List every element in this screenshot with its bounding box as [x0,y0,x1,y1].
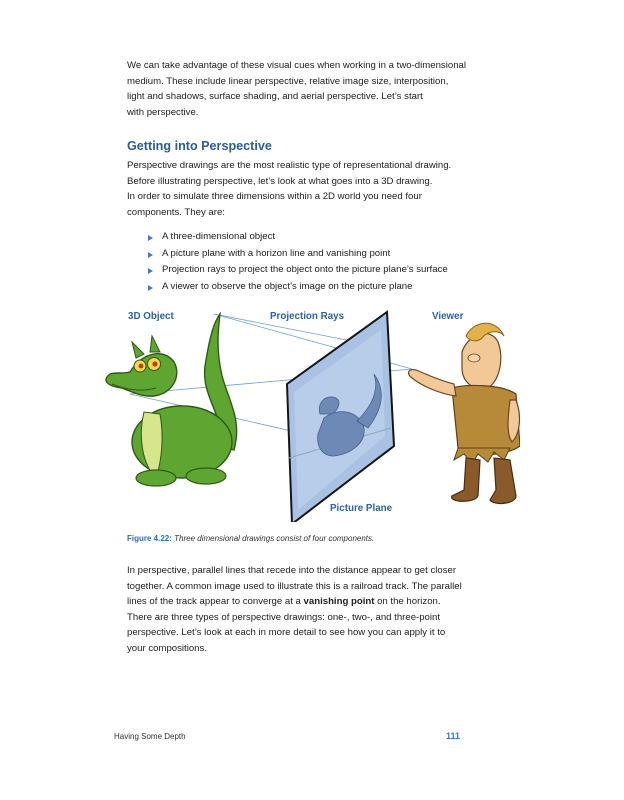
list-item-text: Projection rays to project the object onto the picture plane’s surface [162,264,448,275]
caption-text: Three dimensional drawings consist of four components. [174,534,375,543]
label-3d-object: 3D Object [128,311,174,322]
closing-paragraph [127,563,477,657]
closing-line: together. A common image used to illustrate this is a railroad track. The parallel [127,580,462,592]
picture-plane [287,312,394,522]
intro-line: light and shadows, surface shading, and aerial perspective. Let’s start [127,91,423,103]
dragon-illustration [106,314,237,486]
closing-line-part: on the horizon. [374,596,441,608]
list-item [148,279,448,296]
list-item-text: A three-dimensional object [162,231,276,242]
caption-label: Figure 4.22: [127,534,172,543]
perspective-figure [102,296,520,522]
viewer-illustration [409,323,520,503]
vanishing-point-term: vanishing point [303,596,375,608]
page-number: 111 [446,731,461,741]
bullet-triangle-icon [148,235,153,241]
section-line: Perspective drawings are the most realistic type of representational drawing. [127,160,452,171]
section-heading: Getting into Perspective [127,139,272,153]
section-line: In order to simulate three dimensions within a 2D world you need four [127,191,422,203]
intro-paragraph [127,58,477,120]
closing-line: your compositions. [127,642,207,654]
list-item [148,229,448,246]
closing-line: perspective. Let’s look at each in more detail to see how you can apply it to [127,627,446,639]
section-paragraph [127,158,477,220]
label-projection-rays: Projection Rays [270,311,345,322]
closing-line [127,594,477,610]
bullet-triangle-icon [148,285,153,291]
label-picture-plane: Picture Plane [330,503,393,514]
component-list [148,229,448,295]
list-item [148,262,448,279]
footer-chapter-title: Having Some Depth [114,732,186,741]
intro-line: with perspective. [127,106,199,118]
list-item-text: A picture plane with a horizon line and vanishing point [162,247,391,259]
closing-line: There are three types of perspective drawings: one-, two-, and three-point [127,611,441,623]
closing-line-part: lines of the track appear to converge at a [127,596,304,608]
list-item-text: A viewer to observe the object’s image on the picture plane [162,280,413,292]
bullet-triangle-icon [148,268,153,274]
section-line: Before illustrating perspective, let’s look at what goes into a 3D drawing. [127,175,433,187]
section-line: components. They are: [127,206,225,218]
closing-line: In perspective, parallel lines that recede into the distance appear to get closer [127,565,457,576]
figure-caption [127,534,374,543]
list-item [148,246,448,263]
bullet-triangle-icon [148,252,153,258]
intro-line: medium. These include linear perspective, relative image size, interposition, [127,75,449,87]
intro-line: We can take advantage of these visual cues when working in a two-dimensional [127,60,466,71]
label-viewer: Viewer [432,311,464,322]
